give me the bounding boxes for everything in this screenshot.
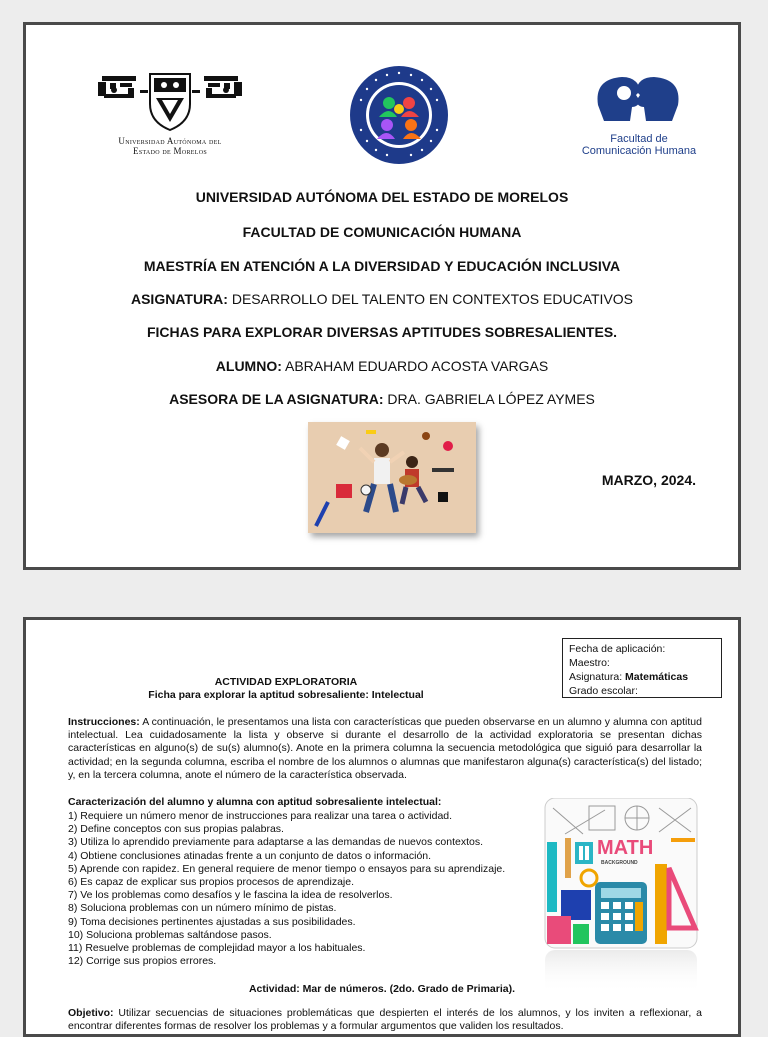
list-item: 4) Obtiene conclusiones atinadas frente a un conjunto de datos o información. (68, 849, 432, 862)
subject-line (26, 291, 738, 307)
activity-subheading: Ficha para explorar la aptitud sobresaliente: Intelectual (148, 689, 424, 701)
math-image-title: MATH (597, 837, 654, 859)
fch-name-line2: Comunicación Humana (581, 145, 697, 157)
work-title: FICHAS PARA EXPLORAR DIVERSAS APTITUDES SOBRESALIENTES. (146, 324, 618, 340)
list-item: 11) Resuelve problemas de complejidad mayor a los habituales. (68, 942, 366, 955)
subject-label: ASIGNATURA: (130, 291, 228, 307)
math-image-subtitle: BACKGROUND (601, 860, 638, 866)
activity-sheet-page (23, 617, 741, 1037)
activity-heading: ACTIVIDAD EXPLORATORIA (214, 676, 358, 688)
advisor-line (26, 391, 738, 407)
subject-value: DESARROLLO DEL TALENTO EN CONTEXTOS EDUCATIVOS (227, 291, 634, 307)
university-name: UNIVERSIDAD AUTÓNOMA DEL ESTADO DE MORELOS (195, 189, 569, 205)
uaem-name-line2: Estado de Morelos (133, 146, 207, 156)
instructions-label: Instrucciones: (68, 716, 140, 728)
uaem-logo (84, 70, 256, 160)
list-item: 6) Es capaz de explicar sus propios procesos de aprendizaje. (68, 876, 354, 889)
uaem-crest-icon (84, 70, 256, 134)
subject-field-value: Matemáticas (625, 671, 689, 683)
teacher-field: Maestro: (569, 657, 610, 669)
objective-label: Objetivo: (68, 1007, 114, 1019)
application-date-field: Fecha de aplicación: (569, 643, 666, 655)
objective-paragraph (68, 1007, 702, 1033)
list-item: 2) Define conceptos con sus propias palabras. (68, 823, 284, 836)
subject-field (569, 670, 715, 684)
list-item: 5) Aprende con rapidez. En general requiere de menor tiempo o ensayos para su aprendizaje. (68, 862, 506, 875)
profile-heads-icon (578, 65, 700, 131)
characterization-heading: Caracterización del alumno y alumna con aptitud sobresaliente intelectual: (68, 796, 442, 808)
list-item: 1) Requiere un número menor de instrucciones para realizar una tarea o actividad. (68, 810, 453, 822)
student-label: ALUMNO: (215, 358, 282, 374)
list-item: 3) Utiliza lo aprendido previamente para adaptarse a las demandas de nuevos contextos. (68, 836, 484, 849)
list-item: 12) Corrige sus propios errores. (68, 955, 217, 968)
fch-name-line1: Facultad de (610, 133, 668, 145)
cover-page (23, 22, 741, 570)
children-with-toys-photo (308, 422, 476, 533)
list-item: 9) Toma decisiones pertinentes ajustadas a sus posibilidades. (68, 915, 356, 928)
grade-field: Grado escolar: (569, 685, 638, 697)
uaem-name-line1: Universidad Autónoma del (118, 136, 222, 146)
advisor-value: DRA. GABRIELA LÓPEZ AYMES (383, 391, 595, 407)
advisor-label: ASESORA DE LA ASIGNATURA: (169, 391, 384, 407)
program-name: MAESTRÍA EN ATENCIÓN A LA DIVERSIDAD Y EDUCACIÓN INCLUSIVA (143, 258, 621, 274)
list-item: 8) Soluciona problemas con un número mínimo de pistas. (68, 902, 337, 915)
instructions-text: A continuación, le presentamos una lista con características que pueden observarse en un alumno y alumna con aptitud intelectual. Lea cuidadosamente la lista y observe si durante el desarrollo de la actividad exploratoria se presentan dichas características en alguno(s) de su(s) alumno(s). Anote en la primera columna la secuencia metodológica que siguió para desarrollar la actividad; en la segunda columna, escriba el nombre de los alumnos o alumnas que manifestaron alguna(s) característica(s) del listado; y, en la tercera columna, anote el número de la característica observada. (68, 716, 702, 781)
maestria-logo (349, 65, 449, 165)
objective-text: Utilizar secuencias de situaciones problemáticas que despierten el interés de los alumnos, y los inviten a reflexionar, a encontrar diferentes formas de resolver los problemas y a formular argumentos que validen los resultados. (68, 1007, 702, 1033)
activity-name: Actividad: Mar de números. (2do. Grado de Primaria). (248, 983, 516, 995)
subject-field-label: Asignatura: (569, 671, 626, 683)
cover-date: MARZO, 2024. (601, 472, 696, 488)
application-info-box (562, 638, 722, 698)
inclusion-people-icon (349, 65, 449, 165)
list-item: 7) Ve los problemas como desafíos y le fascina la idea de resolverlos. (68, 889, 393, 902)
list-item: 10) Soluciona problemas saltándose pasos. (68, 928, 272, 941)
student-value: ABRAHAM EDUARDO ACOSTA VARGAS (281, 358, 549, 374)
characteristics-list (68, 810, 538, 968)
faculty-name: FACULTAD DE COMUNICACIÓN HUMANA (242, 224, 522, 240)
fch-logo (578, 65, 700, 159)
student-line (26, 358, 738, 374)
math-supplies-illustration (543, 798, 699, 998)
instructions-paragraph (68, 716, 702, 782)
